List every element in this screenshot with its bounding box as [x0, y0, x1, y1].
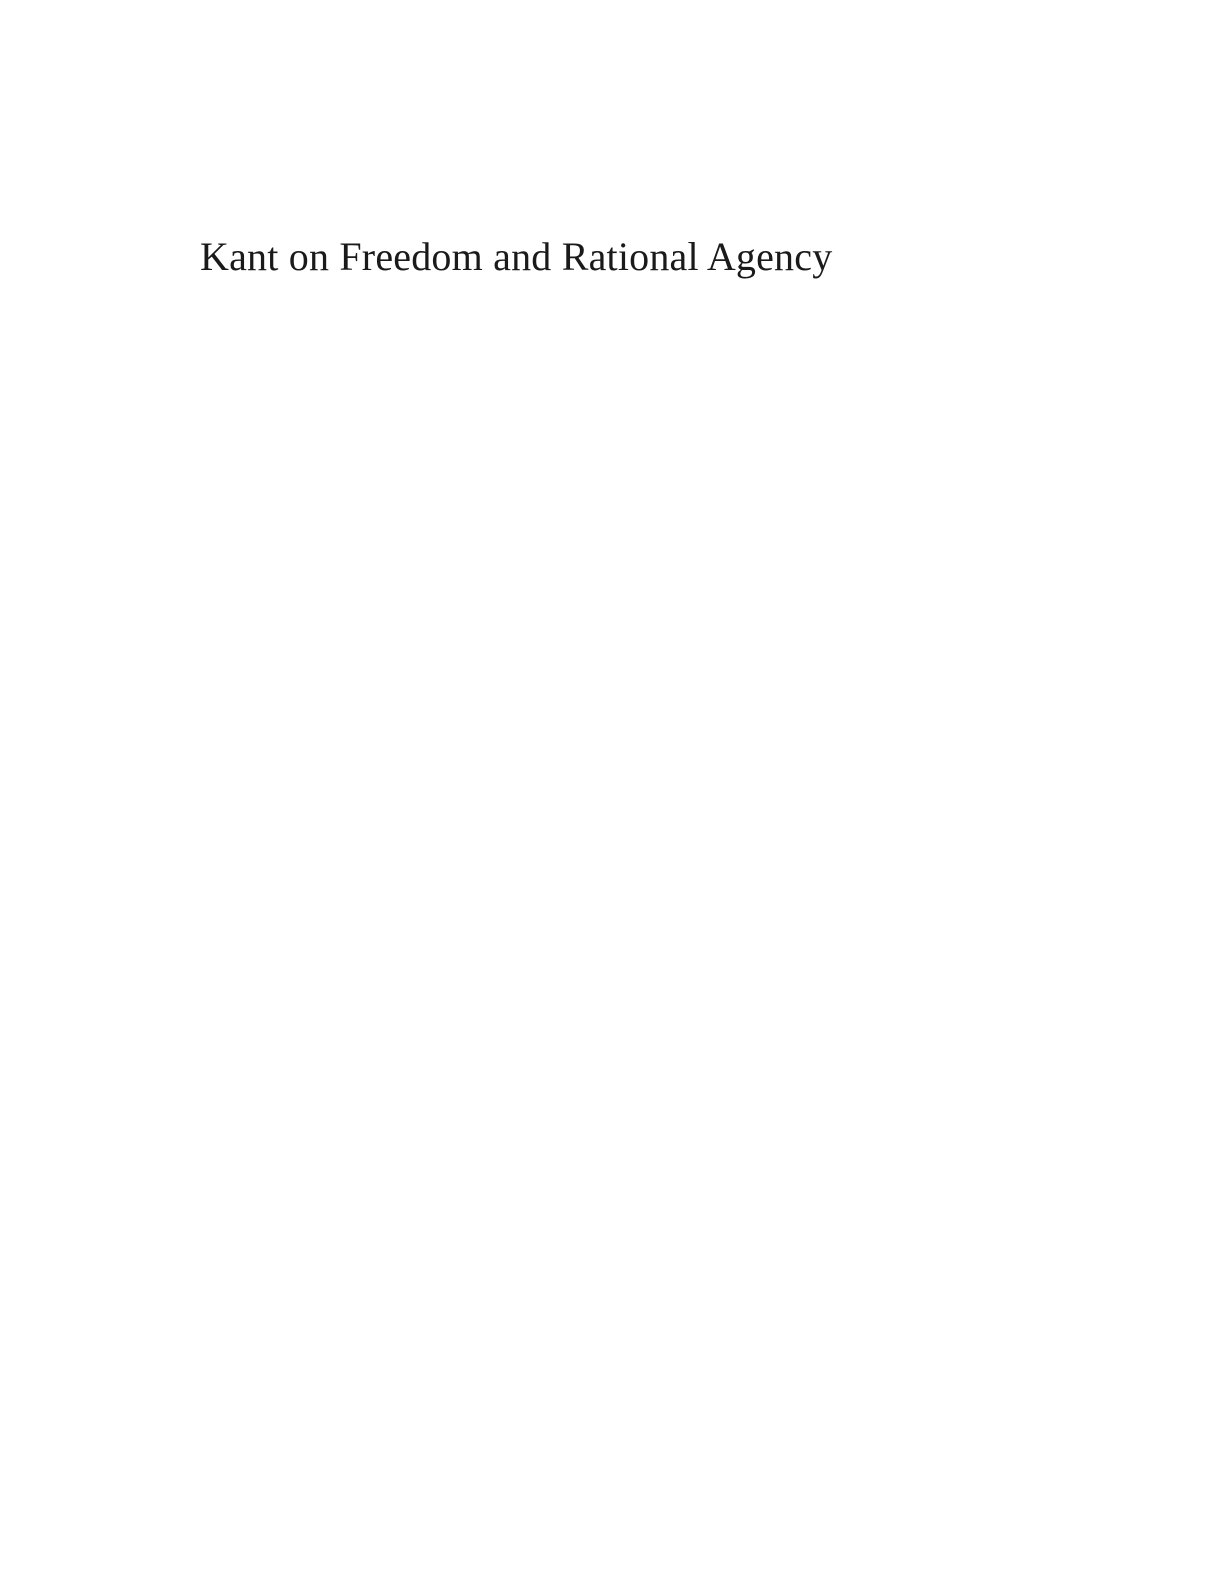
page-title: Kant on Freedom and Rational Agency [200, 234, 833, 279]
title-block [0, 232, 1224, 282]
